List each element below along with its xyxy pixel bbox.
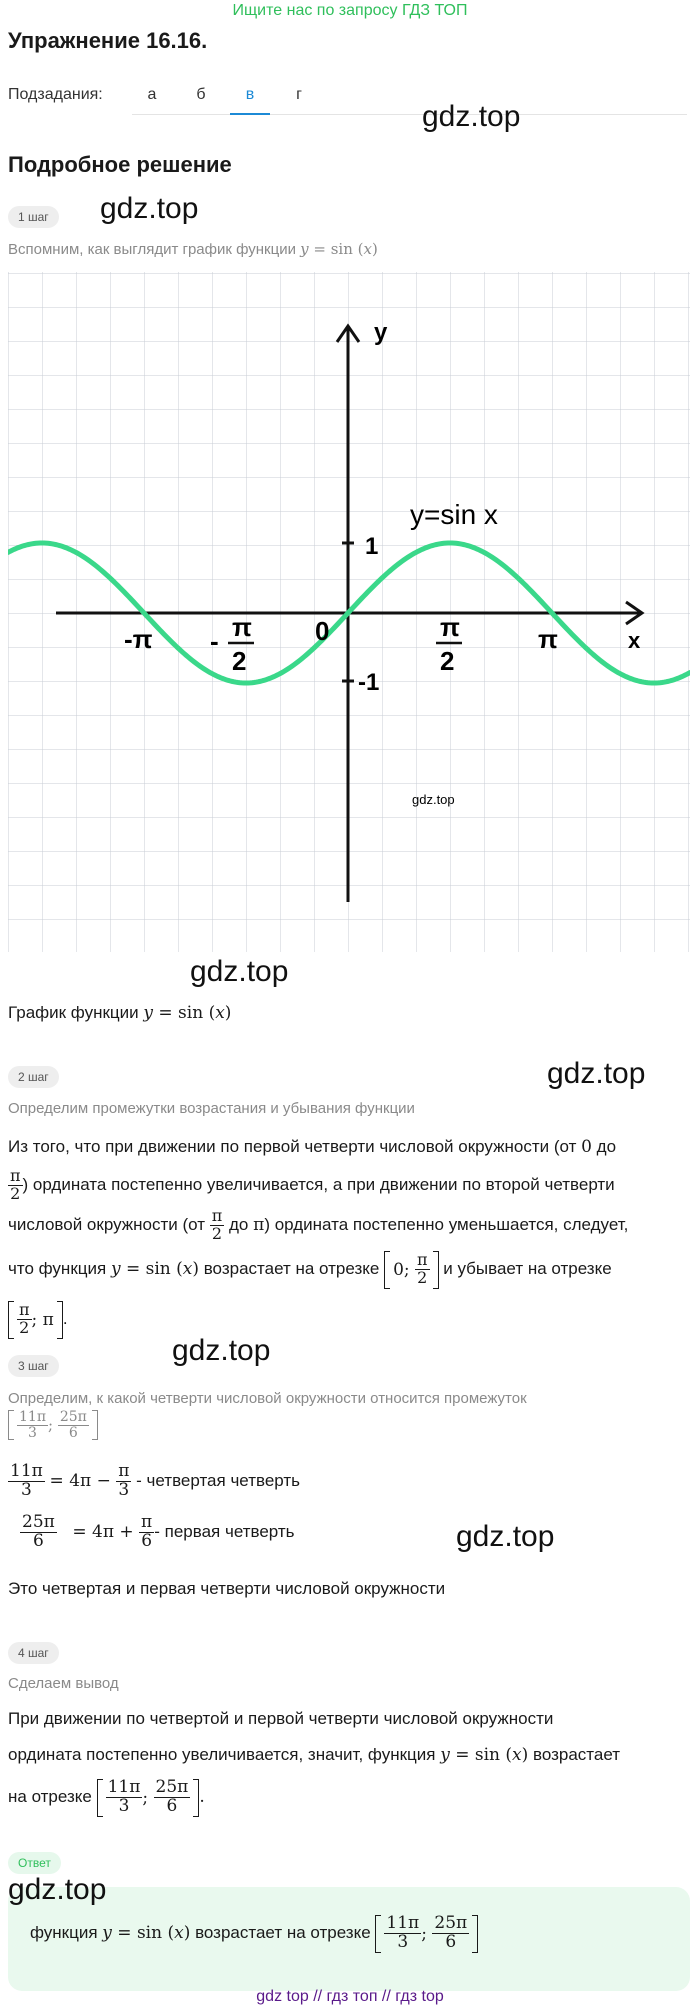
origin-label: 0 [315,616,330,646]
step-3-badge: 3 шаг [8,1355,59,1377]
watermark: gdz.top [456,1520,555,1553]
step-4-line-3: на отрезке [8,1787,92,1806]
section-title: Подробное решение [8,152,232,177]
step-4-line-2a: ордината постепенно увеличивается, значит, функция [8,1745,436,1764]
denom: 2 [417,1268,428,1288]
step-2-line-4a: что функция [8,1259,107,1278]
tick-label-1: 1 [365,533,379,560]
step-1-badge: 1 шаг [8,206,59,228]
label-half-pi-den: 2 [440,646,455,676]
denom: 2 [211,1224,223,1244]
label-pi: π [538,624,558,654]
label-half-pi-num: π [440,612,460,642]
period: . [62,1309,68,1328]
step-4-badge: 4 шаг [8,1642,59,1664]
step-2-line-3a: числовой окружности (от [8,1215,206,1234]
graph-caption: График функции y = sin (x) [8,1003,232,1023]
x-axis-label: x [628,628,641,653]
y-axis-label: y [374,319,388,346]
subtasks-divider [132,114,687,115]
step-4-line-2b: возрастает [532,1745,621,1764]
watermark: gdz.top [100,192,199,225]
label-half-pi-neg-num: π [232,612,252,642]
step-1-caption-text: Вспомним, как выглядит график функции [8,241,296,258]
subtasks-label: Подзадания: [8,86,103,103]
step-3-caption: Определим, к какой четверти числовой окружности относится промежуток [8,1390,527,1407]
watermark: gdz.top [422,100,521,133]
watermark: gdz.top [172,1334,271,1367]
step-1-caption: Вспомним, как выглядит график функции y = sin (x) [8,240,378,258]
step-3-line-1: $\frac{11\pi}{3}$ = 4π − $\frac{\pi}{3}$ - четвертая четверть [10,1461,300,1501]
sine-graph [8,272,690,952]
watermark: gdz.top [547,1057,646,1090]
step-3-conclusion: Это четвертая и первая четверти числовой окружности [8,1579,446,1598]
step-2-line-1: Из того, что при движении по первой четверти числовой окружности (от [8,1137,577,1156]
top-banner[interactable]: Ищите нас по запросу ГДЗ ТОП [232,2,468,19]
step-2-line-4c: и убывает на отрезке [443,1259,612,1278]
step-4-line-1: При движении по четвертой и первой четверти числовой окружности [8,1709,554,1728]
watermark: gdz.top [190,955,289,988]
step-2-line-2: ) ордината постепенно увеличивается, а при движении по второй четверти [22,1175,615,1194]
formula: y [300,240,309,258]
step-2-caption: Определим промежутки возрастания и убывания функции [8,1100,415,1117]
step-3-interval: $\frac{11\pi}{3}$ ; $\frac{25\pi}{6}$ [8,1410,98,1440]
tick-label-minus-1: -1 [358,669,380,696]
subtask-tab-a[interactable]: а [147,86,157,103]
answer-text-b: возрастает на отрезке [195,1923,371,1942]
denom: 2 [19,1318,30,1338]
answer-text: функция y = sin (x) возрастает на отрезке $\frac{11\pi}{3}$ ; $\frac{25\pi}{6}$ [30,1914,478,1953]
step-2-line-3c: ) ордината постепенно уменьшается, следует, [264,1215,629,1234]
do-word: до [596,1137,617,1156]
step-3-line-2: $\frac{25\pi}{6}$ = 4π + $\frac{\pi}{6}$ - первая четверть [22,1512,295,1552]
step-2-badge: 2 шаг [8,1066,59,1088]
subtask-tab-v[interactable]: в [245,86,255,103]
label-minus-sign: - [210,626,219,656]
graph-caption-text: График функции [8,1003,139,1022]
step-4-caption: Сделаем вывод [8,1675,119,1692]
label-half-pi-neg-den: 2 [232,646,247,676]
zero: 0 [581,1137,592,1157]
subtask-tab-b[interactable]: б [196,86,206,103]
label-minus-pi: -π [124,624,153,654]
step-2-line-4b: возрастает на отрезке [203,1259,380,1278]
subtask-active-indicator [230,113,270,115]
curve-label: y=sin x [410,499,498,530]
fourth-quarter-label: - четвертая четверть [136,1471,300,1490]
first-quarter-label: - первая четверть [154,1522,295,1541]
step-2-line-3b: до [229,1215,249,1234]
step-2-paragraph: Из того, что при движении по первой четверти числовой окружности (от 0 до $\frac{\pi}{2}$ ) ордината постепенно увеличивается, а при движении по второй четверти числовой окружности (от $\frac{\pi}{2}$ до π) ордината постепенно уменьшается, следует, что функция y = sin (x) возрастает на отрезке 0; $\frac{\pi}{2}$ и убывает на отрезке $\frac{\pi}{2}$ ; π . [8,1137,629,1338]
exercise-title: Упражнение 16.16. [8,28,208,53]
watermark: gdz.top [8,1873,107,1906]
graph-watermark: gdz.top [412,792,455,807]
answer-text-a: функция [30,1923,98,1942]
footer-links[interactable]: gdz top // гдз топ // гдз top [256,1988,444,2005]
step-4-paragraph: При движении по четвертой и первой четверти числовой окружности ордината постепенно увеличивается, значит, функция y = sin (x) возрастает на отрезке $\frac{11\pi}{3}$ ; $\frac{25\pi}{6}$ . [8,1709,621,1817]
denom: 2 [10,1184,21,1204]
subtask-tab-g[interactable]: г [296,86,302,103]
answer-badge: Ответ [8,1852,61,1874]
